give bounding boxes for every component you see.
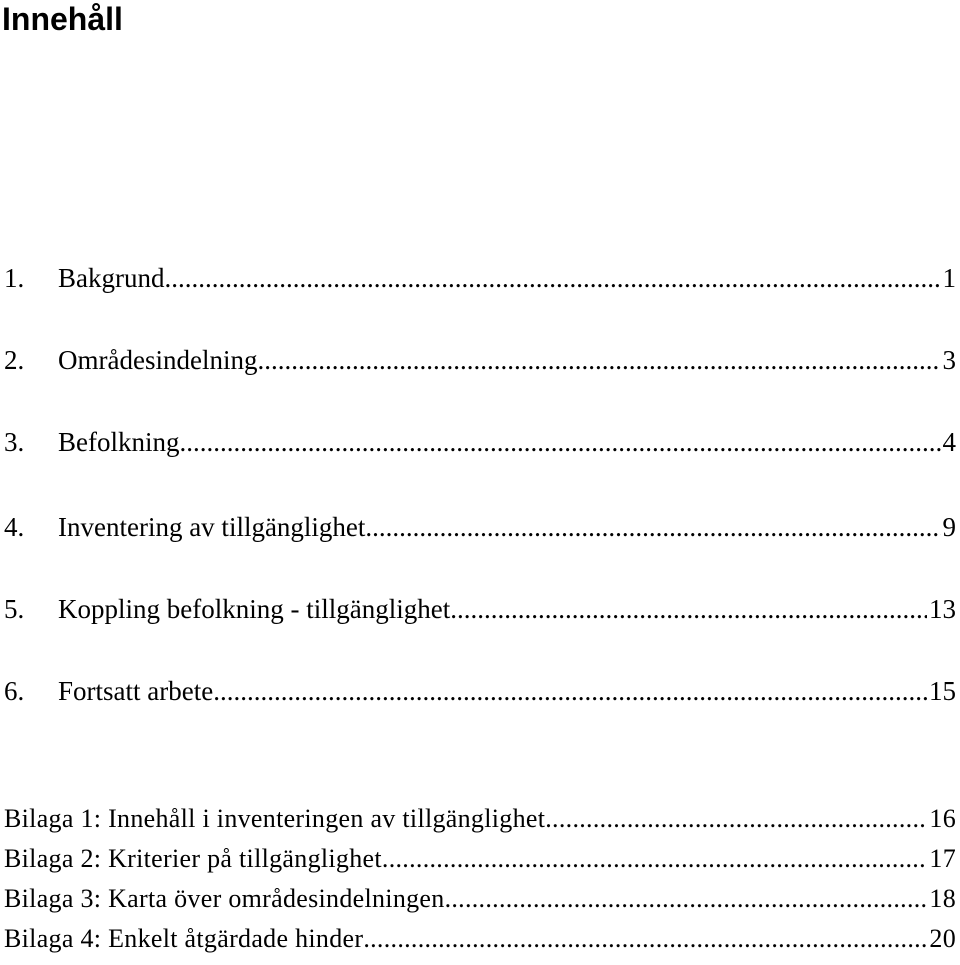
toc-entry-title: Bakgrund xyxy=(58,263,165,293)
toc-entry-number: 2. xyxy=(4,345,25,375)
toc-entry-bakgrund[interactable] xyxy=(4,262,956,294)
toc-dot-leader xyxy=(450,593,927,625)
toc-entry-title: Befolkning xyxy=(58,427,180,457)
toc-appendix-page: 18 xyxy=(929,884,956,913)
toc-appendix-1[interactable] xyxy=(4,803,956,835)
toc-entry-number: 1. xyxy=(4,263,25,293)
toc-entry-number: 3. xyxy=(4,427,25,457)
toc-entry-page: 1 xyxy=(942,263,956,293)
page-title: Innehåll xyxy=(2,1,123,37)
toc-entry-page: 9 xyxy=(942,512,956,542)
toc-appendix-page: 17 xyxy=(929,844,956,873)
toc-entry-omradesindelning[interactable] xyxy=(4,344,956,376)
toc-dot-leader xyxy=(445,883,928,915)
toc-entry-title: Koppling befolkning - tillgänglighet xyxy=(58,594,451,624)
toc-appendix-title: Bilaga 4: Enkelt åtgärdade hinder xyxy=(4,924,364,953)
toc-dot-leader xyxy=(180,426,941,458)
toc-appendix-page: 20 xyxy=(929,924,956,953)
toc-entry-page: 15 xyxy=(929,676,956,706)
toc-appendix-page: 16 xyxy=(929,804,956,833)
toc-entry-koppling[interactable] xyxy=(4,593,956,625)
toc-entry-page: 13 xyxy=(929,594,956,624)
toc-entry-title: Områdesindelning xyxy=(58,345,258,375)
toc-entry-number: 5. xyxy=(4,594,25,624)
toc-entry-page: 4 xyxy=(942,427,956,457)
toc-entry-number: 6. xyxy=(4,676,25,706)
toc-dot-leader xyxy=(257,344,940,376)
toc-entry-title: Inventering av tillgänglighet xyxy=(58,512,366,542)
toc-entry-title: Fortsatt arbete xyxy=(58,676,214,706)
toc-dot-leader xyxy=(365,511,940,543)
toc-dot-leader xyxy=(382,843,928,875)
toc-entry-page: 3 xyxy=(942,345,956,375)
toc-appendix-4[interactable] xyxy=(4,923,956,955)
toc-dot-leader xyxy=(213,675,927,707)
toc-dot-leader xyxy=(545,803,927,835)
toc-appendix-title: Bilaga 1: Innehåll i inventeringen av tillgänglighet xyxy=(4,804,546,833)
toc-appendix-title: Bilaga 3: Karta över områdesindelningen xyxy=(4,884,445,913)
toc-dot-leader xyxy=(363,923,927,955)
toc-entry-befolkning[interactable] xyxy=(4,426,956,458)
toc-entry-fortsatt-arbete[interactable] xyxy=(4,675,956,707)
toc-entry-number: 4. xyxy=(4,512,25,542)
toc-entry-inventering[interactable] xyxy=(4,511,956,543)
toc-dot-leader xyxy=(164,262,940,294)
toc-appendix-title: Bilaga 2: Kriterier på tillgänglighet xyxy=(4,844,382,873)
toc-appendix-3[interactable] xyxy=(4,883,956,915)
toc-appendix-2[interactable] xyxy=(4,843,956,875)
